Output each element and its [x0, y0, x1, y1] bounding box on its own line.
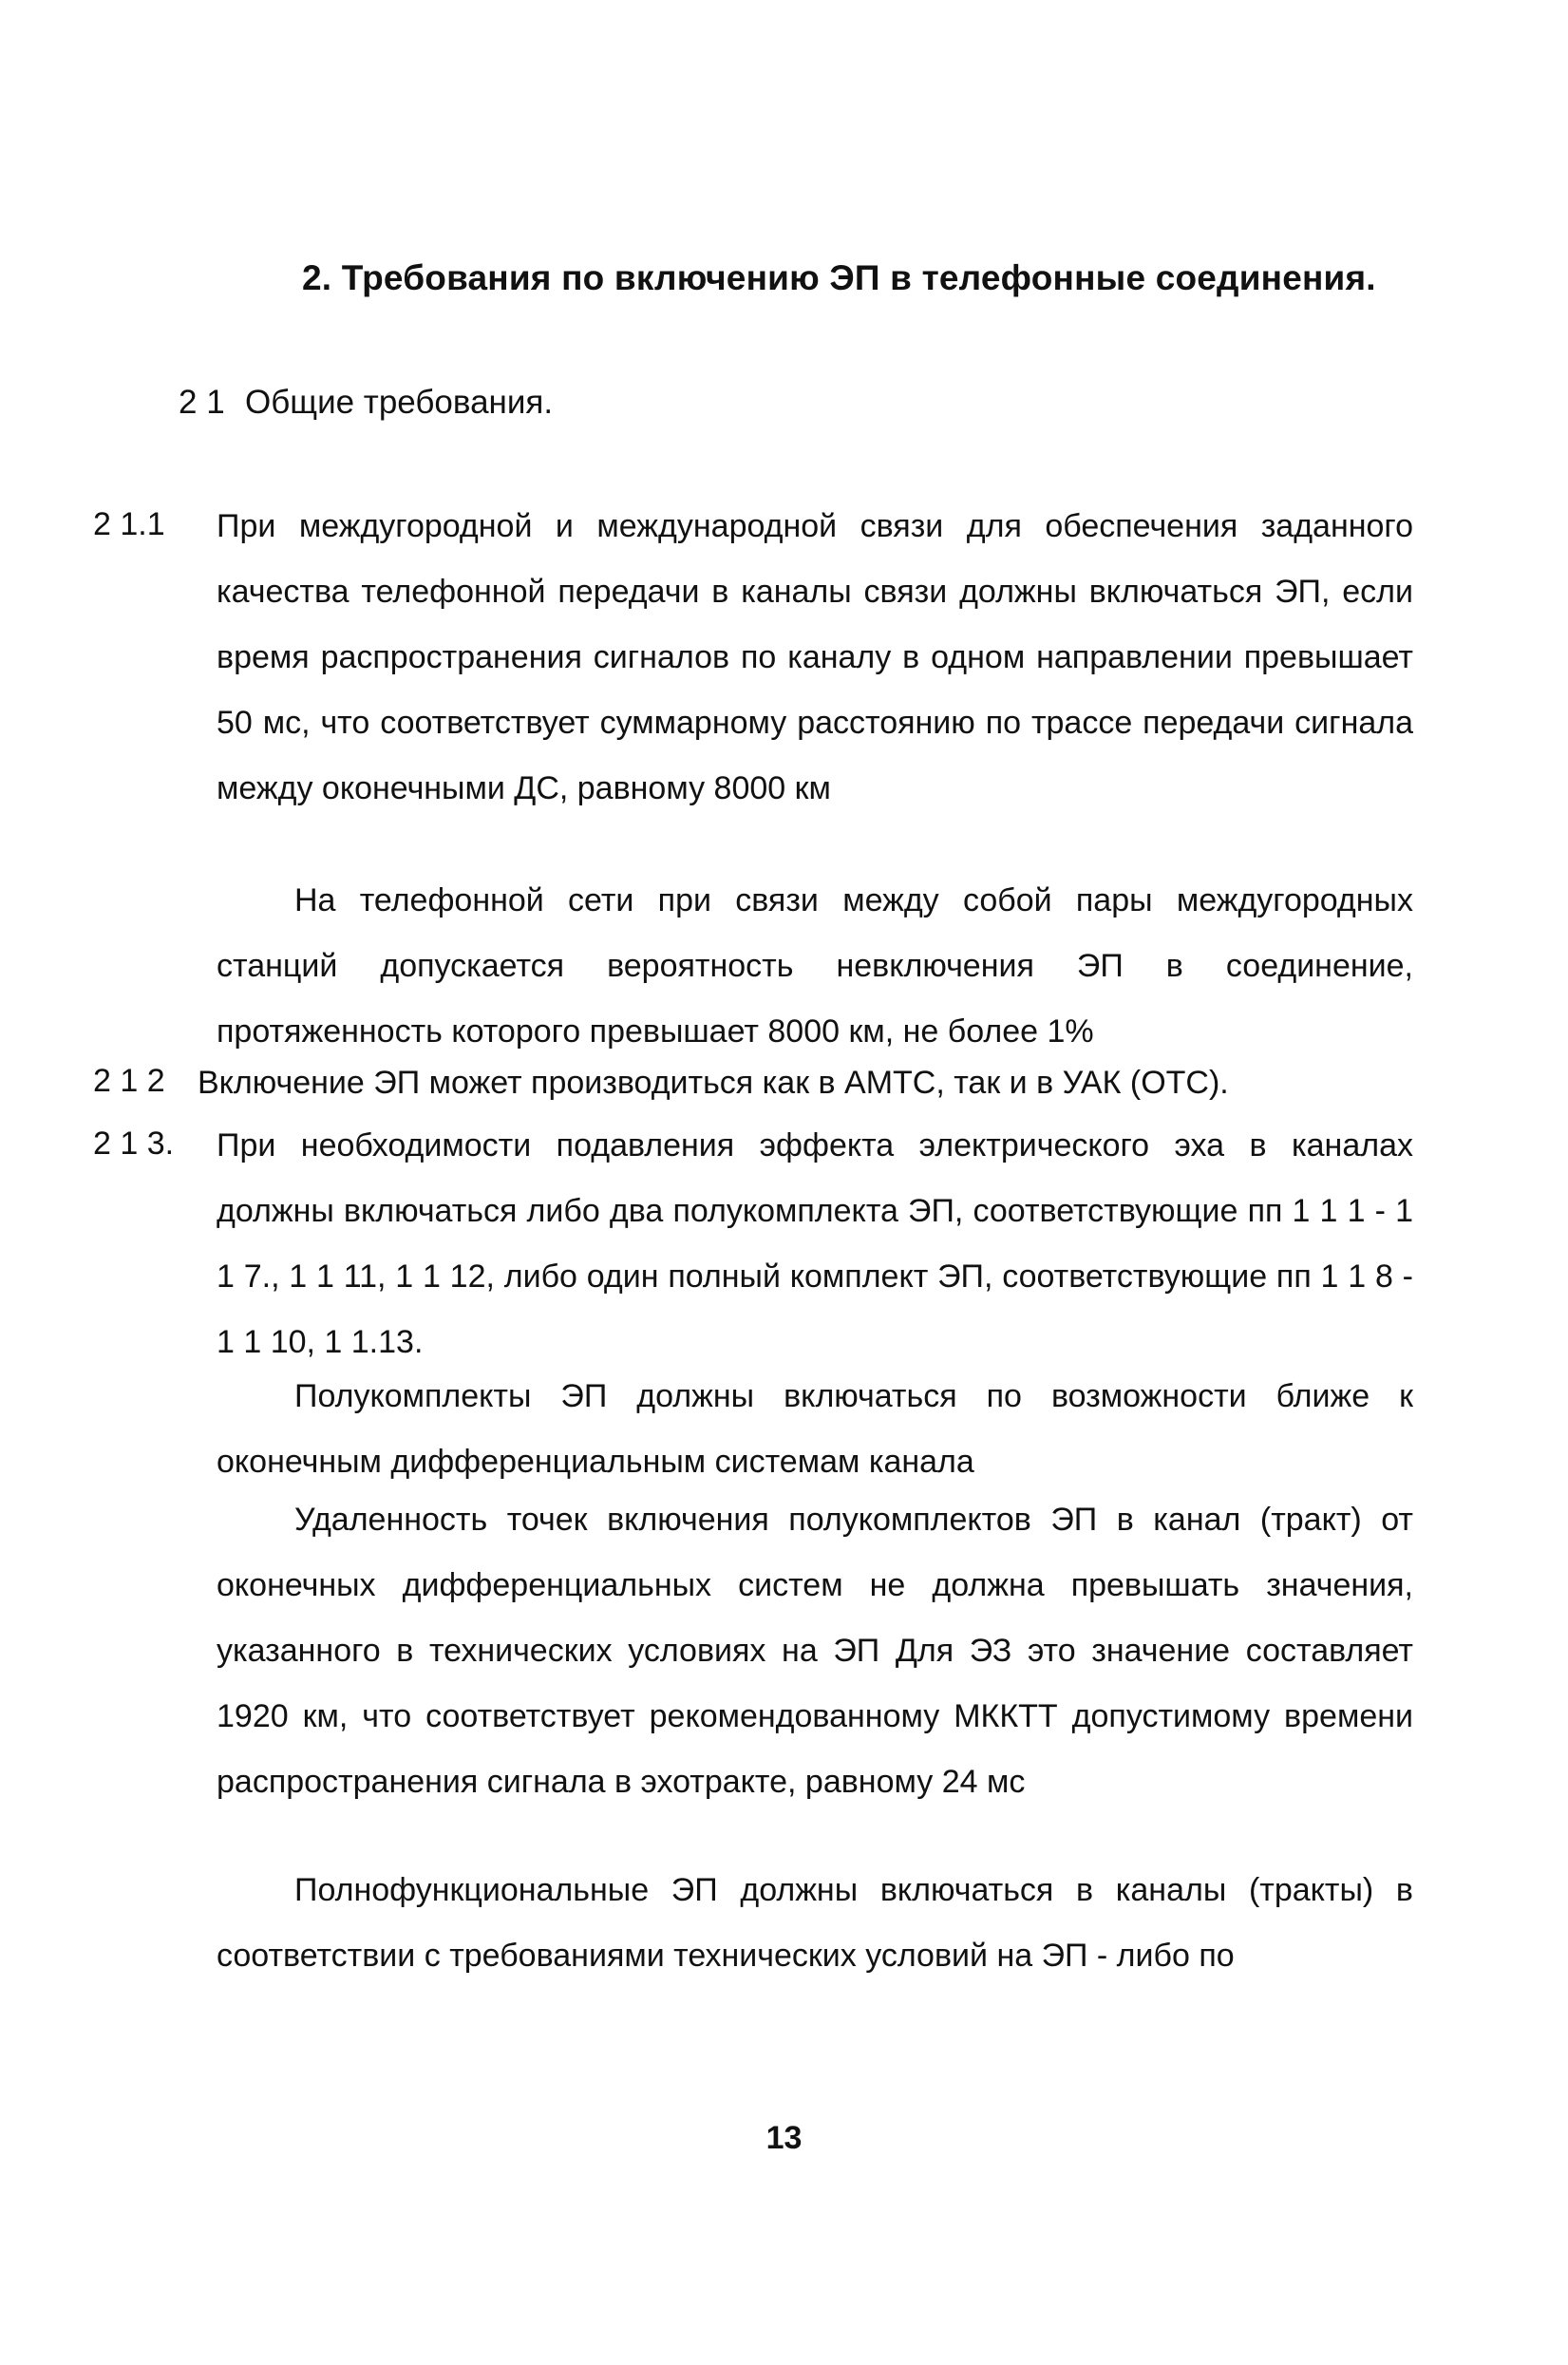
clause-text: При междугородной и международной связи для обеспечения заданного качества телефонной передачи в каналы связи должны включаться ЭП, если время распространения сигналов по каналу в одном направлении превышает 50 мс, что соответствует суммарному расстоянию по трассе передачи сигнала между оконечными ДС, равному 8000 км [217, 508, 1413, 806]
clause-2-1-3 [93, 1113, 1413, 1375]
subsection-heading [179, 384, 553, 422]
page-number: 13 [765, 2120, 803, 2156]
paragraph: Полукомплекты ЭП должны включаться по возможности ближе к оконечным дифференциальным системам канала [217, 1378, 1413, 1480]
paragraph: На телефонной сети при связи между собой пары междугородных станций допускается вероятность невключения ЭП в соединение, протяженность которого превышает 8000 км, не более 1% [217, 882, 1413, 1050]
paragraph: Полнофункциональные ЭП должны включаться в каналы (тракты) в соответствии с требованиями технических условий на ЭП - либо по [217, 1872, 1413, 1974]
subsection-number: 2 1 [179, 384, 225, 421]
clause-number: 2 1.1 [93, 506, 165, 542]
section-heading: 2. Требования по включению ЭП в телефонные соединения. [302, 258, 1376, 297]
subsection-title: Общие требования. [245, 384, 554, 421]
clause-number: 2 1 3. [93, 1126, 175, 1162]
clause-2-1-2 [93, 1050, 1413, 1116]
clause-text: При необходимости подавления эффекта электрического эха в каналах должны включаться либо два полукомплекта ЭП, соответствующие пп 1 1 1 - 1 1 7., 1 1 11, 1 1 12, либо один полный комплект ЭП, соответствующие пп 1 1 8 - 1 1 10, 1 1.13. [217, 1127, 1413, 1360]
paragraph: Удаленность точек включения полукомплектов ЭП в канал (тракт) от оконечных дифференциальных систем не должна превышать значения, указанного в технических условиях на ЭП Для ЭЗ это значение составляет 1920 км, что соответствует рекомендованному МККТТ допустимому времени распространения сигнала в эхотракте, равному 24 мс [217, 1502, 1413, 1800]
clause-text: Включение ЭП может производиться как в АМТС, так и в УАК (ОТС). [198, 1065, 1229, 1101]
clause-number: 2 1 2 [93, 1063, 165, 1099]
clause-2-1-1 [93, 494, 1413, 822]
